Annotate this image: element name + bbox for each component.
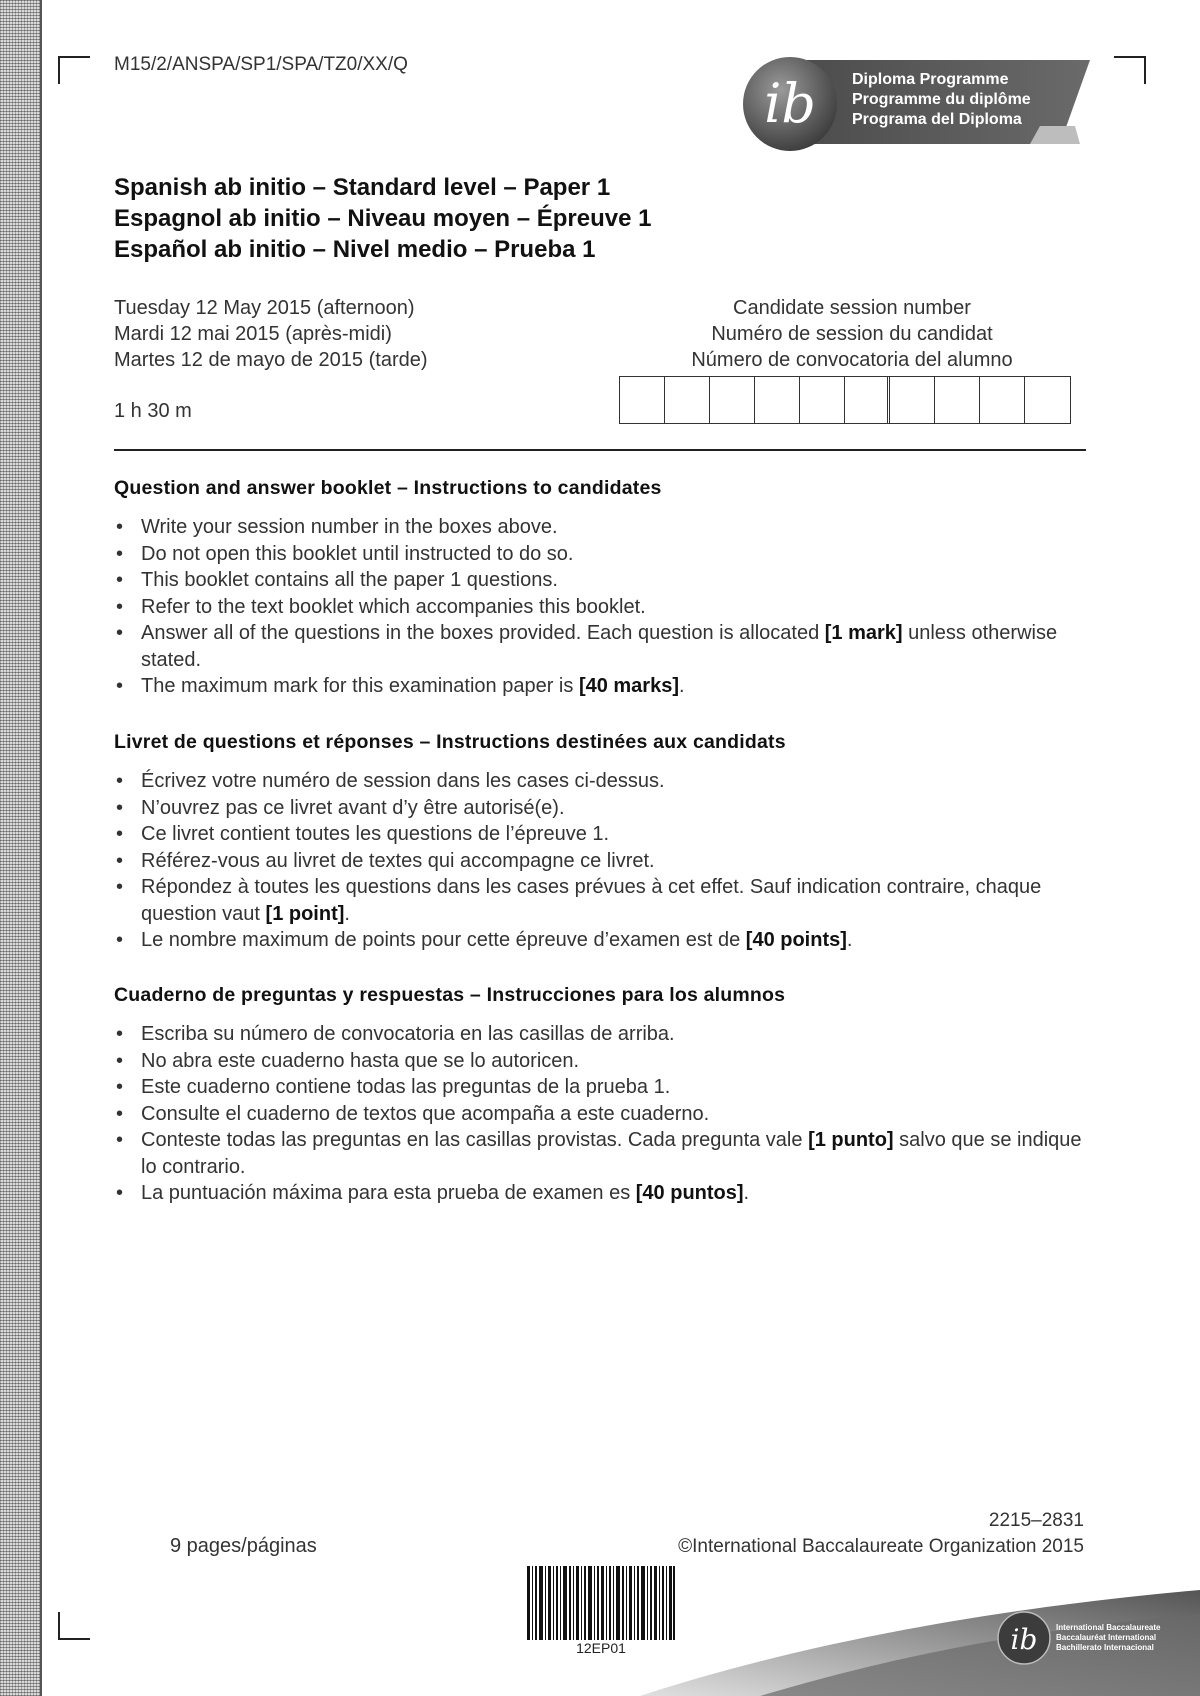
session-digit-box[interactable] (890, 377, 935, 423)
instruction-item: • N’ouvrez pas ce livret avant d’y être autorisé(e). (114, 795, 1099, 822)
page-count: 9 pages/páginas (170, 1535, 317, 1557)
instruction-item: • Write your session number in the boxes above. (114, 514, 1099, 541)
barcode-label: 12EP01 (576, 1640, 626, 1656)
session-digit-box[interactable] (710, 377, 755, 423)
session-digit-box[interactable] (1025, 377, 1070, 423)
instruction-item: • Conteste todas las preguntas en las casillas provistas. Cada pregunta vale [1 punto] salvo que se indique lo contrario. (114, 1127, 1099, 1180)
instructions-spanish (114, 984, 1099, 1207)
session-number-labels (620, 295, 1084, 373)
instruction-item: • Do not open this booklet until instructed to do so. (114, 541, 1099, 568)
ib-diploma-logo (740, 56, 1090, 152)
instruction-item: • Este cuaderno contiene todas las preguntas de la prueba 1. (114, 1074, 1099, 1101)
copyright: ©International Baccalaureate Organization 2015 (678, 1536, 1084, 1557)
session-number-boxes[interactable] (619, 376, 1071, 424)
instructions-english (114, 477, 1099, 700)
instruction-item: • This booklet contains all the paper 1 questions. (114, 567, 1099, 594)
session-digit-box[interactable] (935, 377, 980, 423)
instruction-item: • Répondez à toutes les questions dans les cases prévues à cet effet. Sauf indication contraire, chaque question vaut [1 point]. (114, 874, 1099, 927)
date-english: Tuesday 12 May 2015 (afternoon) (114, 297, 415, 319)
org-line-2: Baccalauréat International (1056, 1633, 1157, 1642)
instruction-item: • La puntuación máxima para esta prueba de examen es [40 puntos]. (114, 1180, 1099, 1207)
instruction-item: • The maximum mark for this examination paper is [40 marks]. (114, 673, 1099, 700)
instruction-item: • Référez-vous au livret de textes qui accompagne ce livret. (114, 848, 1099, 875)
session-label-spanish: Número de convocatoria del alumno (691, 349, 1013, 371)
section-heading: Livret de questions et réponses – Instructions destinées aux candidats (114, 731, 786, 753)
instruction-item: • No abra este cuaderno hasta que se lo autoricen. (114, 1048, 1099, 1075)
title-english: Spanish ab initio – Standard level – Paper 1 (114, 174, 611, 201)
session-digit-box[interactable] (800, 377, 845, 423)
document-number: 2215–2831 (988, 1510, 1084, 1531)
instruction-list (114, 768, 1099, 954)
divider (114, 449, 1086, 451)
org-line-1: International Baccalaureate (1056, 1623, 1161, 1632)
instruction-item: • Escriba su número de convocatoria en las casillas de arriba. (114, 1021, 1099, 1048)
instruction-item: • Refer to the text booklet which accompanies this booklet. (114, 594, 1099, 621)
session-digit-box[interactable] (755, 377, 800, 423)
instruction-item: • Answer all of the questions in the boxes provided. Each question is allocated [1 mark] unless otherwise stated. (114, 620, 1099, 673)
session-label-french: Numéro de session du candidat (711, 323, 993, 345)
instruction-list (114, 514, 1099, 700)
date-spanish: Martes 12 de mayo de 2015 (tarde) (114, 349, 428, 371)
exam-dates (114, 295, 428, 373)
crop-mark-top-left (58, 56, 90, 84)
title-french: Espagnol ab initio – Niveau moyen – Épreuve 1 (114, 205, 652, 232)
paper-code: M15/2/ANSPA/SP1/SPA/TZ0/XX/Q (114, 54, 408, 75)
instruction-item: • Écrivez votre numéro de session dans les cases ci-dessus. (114, 768, 1099, 795)
crop-mark-bottom-left (58, 1612, 90, 1640)
logo-line-1: Diploma Programme (852, 71, 1009, 88)
instruction-item: • Le nombre maximum de points pour cette épreuve d’examen est de [40 points]. (114, 927, 1099, 954)
section-heading: Question and answer booklet – Instructions to candidates (114, 477, 662, 499)
title-spanish: Español ab initio – Nivel medio – Prueba 1 (114, 236, 596, 263)
binding-edge (0, 0, 42, 1696)
instructions-french (114, 731, 1099, 954)
logo-line-3: Programa del Diploma (852, 111, 1022, 128)
instruction-item: • Ce livret contient toutes les questions de l’épreuve 1. (114, 821, 1099, 848)
logo-line-2: Programme du diplôme (852, 91, 1031, 108)
exam-duration: 1 h 30 m (114, 400, 192, 422)
section-heading: Cuaderno de preguntas y respuestas – Instrucciones para los alumnos (114, 984, 786, 1006)
session-digit-box[interactable] (620, 377, 665, 423)
session-digit-box[interactable] (665, 377, 710, 423)
session-label-english: Candidate session number (733, 297, 971, 319)
instruction-item: • Consulte el cuaderno de textos que acompaña a este cuaderno. (114, 1101, 1099, 1128)
session-digit-box[interactable] (845, 377, 890, 423)
ib-mark: ib (764, 72, 816, 135)
ib-footer-emblem (640, 1590, 1200, 1696)
instruction-list (114, 1021, 1099, 1207)
session-digit-box[interactable] (980, 377, 1025, 423)
footer-ib-mark: ib (1010, 1623, 1038, 1656)
crop-mark-top-right (1114, 56, 1146, 84)
date-french: Mardi 12 mai 2015 (après-midi) (114, 323, 392, 345)
org-line-3: Bachillerato Internacional (1056, 1643, 1154, 1652)
paper-titles (114, 172, 652, 265)
